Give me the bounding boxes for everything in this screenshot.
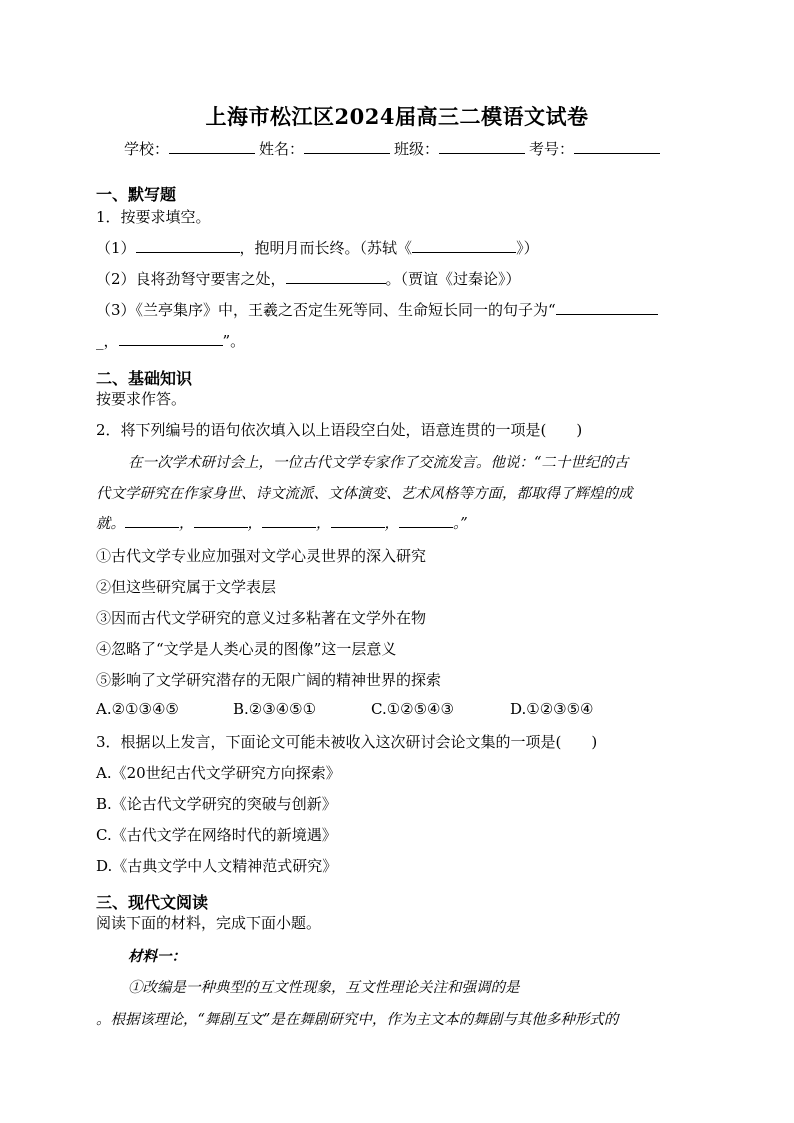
section-heading-dictation: 一、默写题 — [96, 185, 177, 204]
sentence-item: ④忽略了“文学是人类心灵的图像”这一层意义 — [96, 640, 397, 658]
exam-number-label: 考号： — [529, 140, 575, 158]
sentence-item: ①古代文学专业应加强对文学心灵世界的深入研究 — [96, 547, 427, 565]
passage-blank-5[interactable] — [399, 513, 453, 528]
passage-blank-2[interactable] — [194, 513, 248, 528]
name-label: 姓名： — [259, 140, 305, 158]
section-heading-basics: 二、基础知识 — [96, 369, 193, 388]
q1-3-cont: _， ”。 — [96, 332, 246, 350]
passage-blank-3[interactable] — [262, 513, 316, 528]
class-blank[interactable] — [439, 139, 525, 154]
section-heading-reading: 三、现代文阅读 — [96, 893, 209, 912]
q1-3: （3）《兰亭集序》中，王羲之否定生死等同、生命短长同一的句子为“ — [96, 299, 658, 320]
passage-line-3: 就。 ， ， ， ， 。” — [96, 512, 468, 533]
sentence-item: ②但这些研究属于文学表层 — [96, 578, 277, 596]
passage-blank-1[interactable] — [125, 513, 179, 528]
material-para-1: ①改编是一种典型的互文性现象，互文性理论关注和强调的是 — [128, 980, 520, 996]
sentence-item: ⑤影响了文学研究潜存的无限广阔的精神世界的探索 — [96, 671, 442, 689]
school-label: 学校： — [124, 140, 170, 158]
q2-option-b[interactable]: B.②③④⑤① — [233, 700, 317, 718]
exam-title: 上海市松江区2024届高三二模语文试卷 — [205, 104, 589, 129]
q1-1-blank-b[interactable] — [412, 238, 516, 253]
passage-line-1: 在一次学术研讨会上，一位古代文学专家作了交流发言。他说：“二十世纪的古 — [128, 455, 629, 471]
q2-option-d[interactable]: D.①②③⑤④ — [510, 700, 594, 718]
q2-option-c[interactable]: C.①②⑤④③ — [371, 700, 454, 718]
q1-2: （2）良将劲弩守要害之处， 。（贾谊《过秦论》） — [96, 270, 521, 288]
student-info-line — [124, 138, 664, 159]
q3-stem: 3．根据以上发言，下面论文可能未被收入这次研讨会论文集的一项是( ) — [96, 733, 598, 751]
q1-1-blank-a[interactable] — [136, 238, 240, 253]
q2-stem: 2．将下列编号的语句依次填入以上语段空白处，语意连贯的一项是( ) — [96, 421, 583, 439]
passage-blank-4[interactable] — [331, 513, 385, 528]
exam-number-blank[interactable] — [574, 139, 660, 154]
q3-option-c[interactable]: C.《古代文学在网络时代的新境遇》 — [96, 826, 337, 844]
name-blank[interactable] — [304, 139, 390, 154]
sec2-intro: 按要求作答。 — [96, 390, 187, 408]
q1-3-blank-a[interactable] — [556, 300, 658, 315]
q3-option-a[interactable]: A.《20世纪古代文学研究方向探索》 — [96, 764, 341, 782]
sec3-intro: 阅读下面的材料，完成下面小题。 — [96, 914, 322, 932]
sentence-item: ③因而古代文学研究的意义过多粘著在文学外在物 — [96, 609, 427, 627]
material-label: 材料一： — [128, 948, 186, 965]
passage-line-2: 代文学研究在作家身世、诗文流派、文体演变、艺术风格等方面，都取得了辉煌的成 — [96, 486, 633, 502]
q3-option-b[interactable]: B.《论古代文学研究的突破与创新》 — [96, 795, 337, 813]
q1-1: （1） ，抱明月而长终。（苏轼《 》） — [96, 239, 539, 257]
q1-2-blank[interactable] — [286, 269, 386, 284]
q1-3-blank-b[interactable] — [119, 331, 223, 346]
class-label: 班级： — [394, 140, 440, 158]
material-para-2: 。根据该理论，“舞剧互文”是在舞剧研究中，作为主文本的舞剧与其他多种形式的 — [96, 1012, 619, 1028]
q2-option-a[interactable]: A.②①③④⑤ — [96, 700, 179, 718]
q3-option-d[interactable]: D.《古典文学中人文精神范式研究》 — [96, 857, 338, 875]
q1-stem: 1．按要求填空。 — [96, 208, 211, 226]
school-blank[interactable] — [169, 139, 255, 154]
